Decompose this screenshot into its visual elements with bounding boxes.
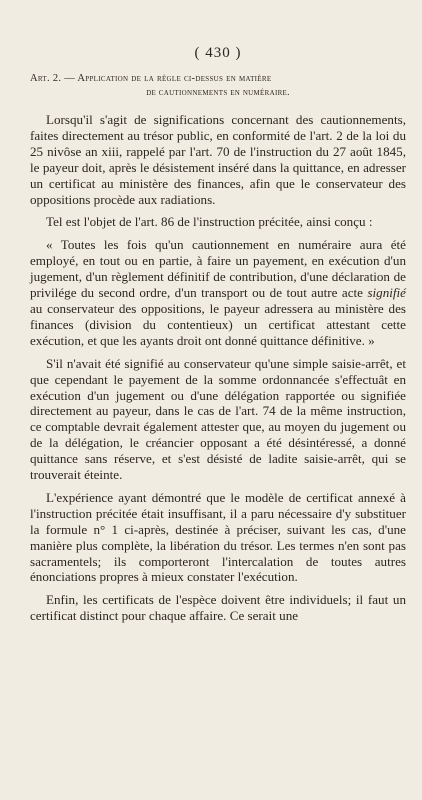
article-heading-line-1: Art. 2. — Application de la règle ci-dessus en matière	[30, 73, 272, 84]
paragraph-quotation	[30, 237, 406, 348]
quotation-text-end: au conservateur des oppositions, le payeur adressera au ministère des finances (division du contentieux) un certificat attestant cette exécution, et que les ayants droit ont donné quittance définitive. »	[30, 300, 406, 348]
paragraph-article-86: Tel est l'objet de l'art. 86 de l'instruction précitée, ainsi conçu :	[46, 214, 373, 230]
quotation-italic-word: signifié	[367, 285, 406, 301]
paragraph-saisie-arret: S'il n'avait été signifié au conservateur qu'une simple saisie-arrêt, et que cependant le payement de la somme ordonnancée s'effectuât en exécution d'un jugement ou d'une délégation rapportée ou signifiée directement au payeur, dans le cas de l'art. 74 de la même instruction, ce comptable devrait également attester que, au moyen du jugement ou de la délégation, le créancier opposant a été désintéressé, a donné quittance sans réserve, et s'est désisté de ladite saisie-arrêt, qui se trouverait éteinte.	[30, 355, 406, 483]
paragraph-certificats: Enfin, les certificats de l'espèce doivent être individuels; il faut un certificat distinct pour chaque affaire. Ce serait une	[30, 592, 406, 624]
paragraph-experience: L'expérience ayant démontré que le modèle de certificat annexé à l'instruction précitée était insuffisant, il a paru nécessaire d'y substituer la formule n° 1 ci-après, destinée à préciser, suivant les cas, d'une manière plus complète, la libération du trésor. Les termes n'en sont pas sacramentels; ils comporteront l'intercalation de toutes autres énonciations propres à mieux constater l'exécution.	[30, 489, 406, 585]
paragraph-significations: Lorsqu'il s'agit de significations concernant des cautionnements, faites directement au trésor public, en conformité de l'art. 2 de la loi du 25 nivôse an xiii, rappelé par l'art. 70 de l'instruction du 27 août 1845, le payeur doit, après le désistement inséré dans la quittance, en adresser un certificat au ministère des finances, afin que le conservateur des oppositions procède aux radiations.	[30, 112, 406, 207]
article-heading	[30, 72, 406, 100]
quotation-text-start: « Toutes les fois qu'un cautionnement en numéraire aura été employé, en tout ou en partie, à faire un payement, en exécution d'un jugement, d'un règlement définitif de contribution, d'une déclaration de privilége du second ordre, d'un transport ou de tout autre acte	[30, 237, 406, 301]
article-heading-line-2: de cautionnements en numéraire.	[146, 88, 290, 98]
page-number: ( 430 )	[194, 45, 242, 61]
